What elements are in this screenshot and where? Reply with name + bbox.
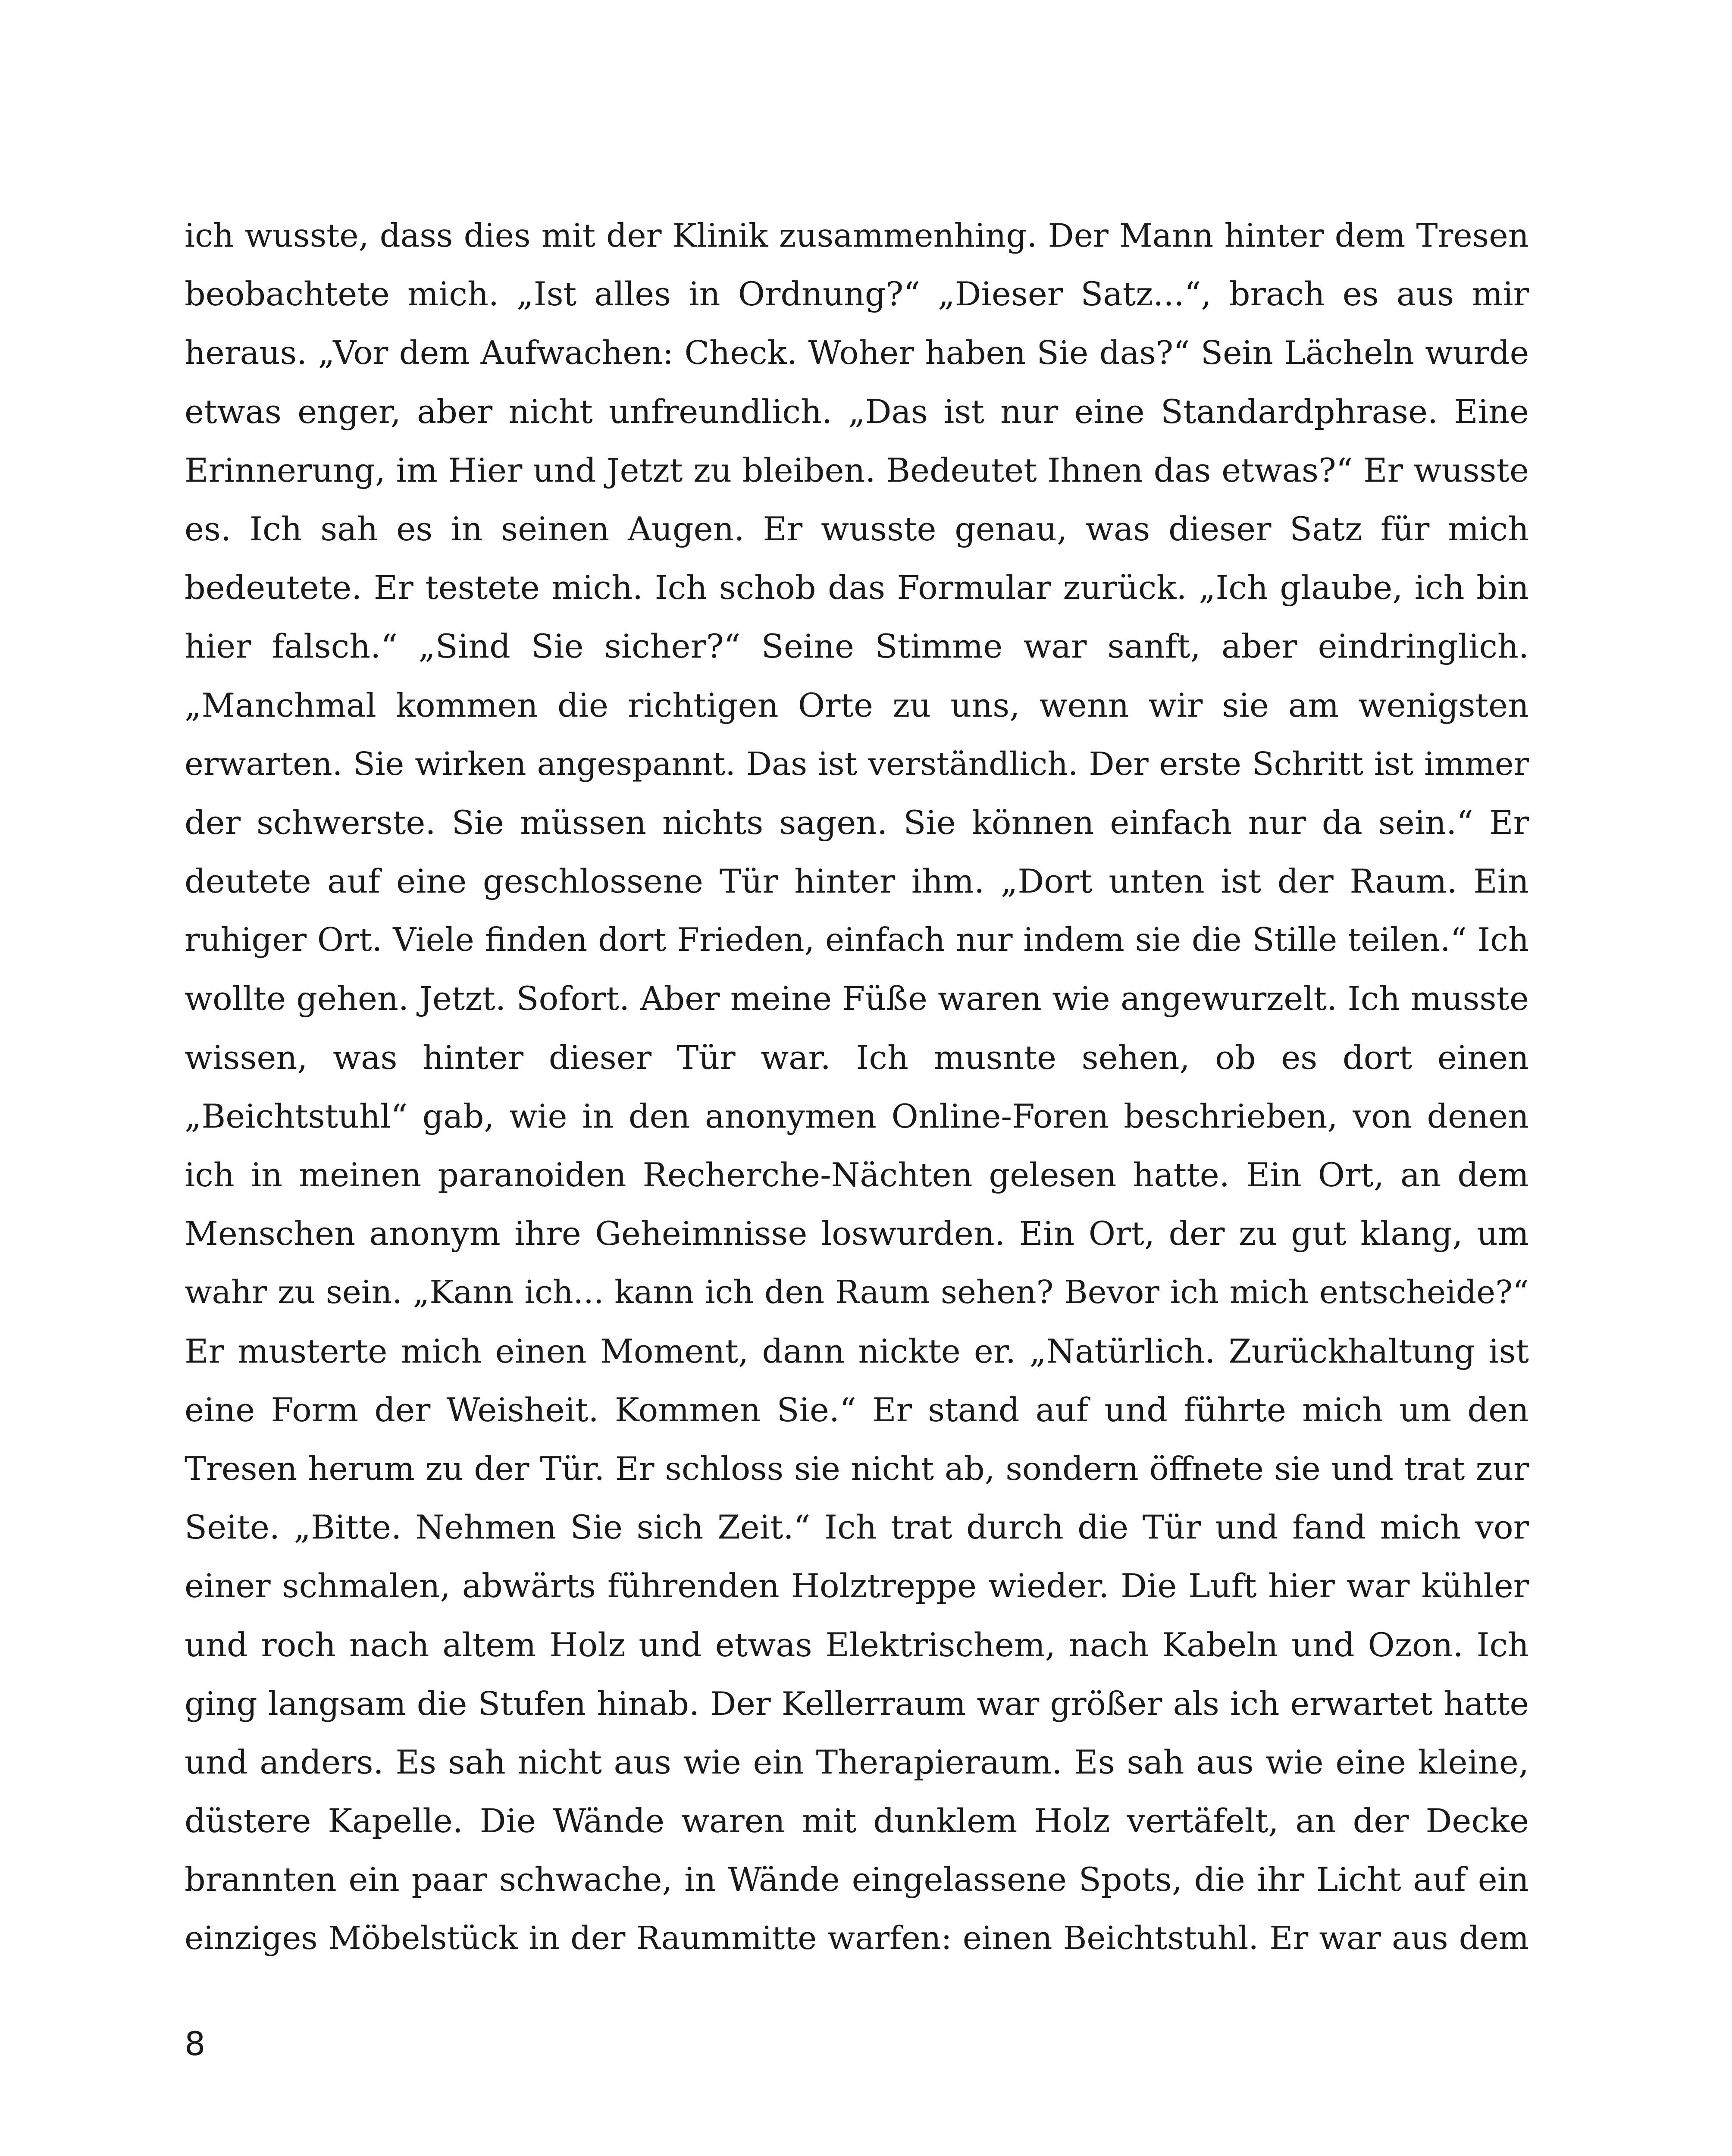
text-line: deutete auf eine geschlossene Tür hinter ihm. „Dort unten ist der Raum. Ein bbox=[185, 862, 1529, 901]
page-number: 8 bbox=[185, 2024, 206, 2063]
text-line: erwarten. Sie wirken angespannt. Das ist verständlich. Der erste Schritt ist immer bbox=[185, 745, 1529, 783]
text-line: es. Ich sah es in seinen Augen. Er wusste genau, was dieser Satz für mich bbox=[185, 509, 1529, 548]
text-line: brannten ein paar schwache, in Wände eingelassene Spots, die ihr Licht auf ein bbox=[185, 1860, 1529, 1899]
text-line: heraus. „Vor dem Aufwachen: Check. Woher haben Sie das?“ Sein Lächeln wurde bbox=[185, 334, 1529, 372]
text-line: ruhiger Ort. Viele finden dort Frieden, einfach nur indem sie die Stille teilen.“ Ich bbox=[185, 921, 1529, 959]
text-line: beobachtete mich. „Ist alles in Ordnung?“ „Dieser Satz...“, brach es aus mir bbox=[185, 275, 1529, 313]
text-line: Erinnerung, im Hier und Jetzt zu bleiben. Bedeutet Ihnen das etwas?“ Er wusste bbox=[185, 451, 1529, 489]
body-text bbox=[185, 206, 1529, 1968]
text-line: wollte gehen. Jetzt. Sofort. Aber meine Füße waren wie angewurzelt. Ich musste bbox=[185, 979, 1529, 1018]
text-line: „Beichtstuhl“ gab, wie in den anonymen Online-Foren beschrieben, von denen bbox=[185, 1097, 1529, 1135]
text-line: Er musterte mich einen Moment, dann nickte er. „Natürlich. Zurückhaltung ist bbox=[185, 1332, 1529, 1370]
text-line: einer schmalen, abwärts führenden Holztreppe wieder. Die Luft hier war kühler bbox=[185, 1567, 1529, 1605]
text-line: ich in meinen paranoiden Recherche-Nächten gelesen hatte. Ein Ort, an dem bbox=[185, 1156, 1529, 1194]
text-line: Menschen anonym ihre Geheimnisse loswurden. Ein Ort, der zu gut klang, um bbox=[185, 1214, 1529, 1253]
text-line: Tresen herum zu der Tür. Er schloss sie nicht ab, sondern öffnete sie und trat zur bbox=[185, 1449, 1529, 1488]
text-line: der schwerste. Sie müssen nichts sagen. Sie können einfach nur da sein.“ Er bbox=[185, 803, 1529, 842]
text-line: ging langsam die Stufen hinab. Der Kellerraum war größer als ich erwartet hatte bbox=[185, 1684, 1529, 1723]
text-line: wissen, was hinter dieser Tür war. Ich musnte sehen, ob es dort einen bbox=[185, 1038, 1529, 1077]
text-line: düstere Kapelle. Die Wände waren mit dunklem Holz vertäfelt, an der Decke bbox=[185, 1802, 1529, 1840]
text-line: eine Form der Weisheit. Kommen Sie.“ Er stand auf und führte mich um den bbox=[185, 1390, 1529, 1429]
text-line: einziges Möbelstück in der Raummitte warfen: einen Beichtstuhl. Er war aus dem bbox=[185, 1919, 1529, 1957]
text-line: und anders. Es sah nicht aus wie ein Therapieraum. Es sah aus wie eine kleine, bbox=[185, 1742, 1529, 1781]
text-line: Seite. „Bitte. Nehmen Sie sich Zeit.“ Ich trat durch die Tür und fand mich vor bbox=[185, 1508, 1529, 1547]
text-line: „Manchmal kommen die richtigen Orte zu uns, wenn wir sie am wenigsten bbox=[185, 686, 1529, 724]
text-line: ich wusste, dass dies mit der Klinik zusammenhing. Der Mann hinter dem Tresen bbox=[185, 216, 1529, 254]
text-line: etwas enger, aber nicht unfreundlich. „Das ist nur eine Standardphrase. Eine bbox=[185, 392, 1529, 431]
text-line: hier falsch.“ „Sind Sie sicher?“ Seine Stimme war sanft, aber eindringlich. bbox=[185, 627, 1529, 666]
text-line: und roch nach altem Holz und etwas Elektrischem, nach Kabeln und Ozon. Ich bbox=[185, 1625, 1529, 1664]
text-line: bedeutete. Er testete mich. Ich schob das Formular zurück. „Ich glaube, ich bin bbox=[185, 568, 1529, 607]
text-line: wahr zu sein. „Kann ich... kann ich den Raum sehen? Bevor ich mich entscheide?“ bbox=[185, 1273, 1529, 1311]
